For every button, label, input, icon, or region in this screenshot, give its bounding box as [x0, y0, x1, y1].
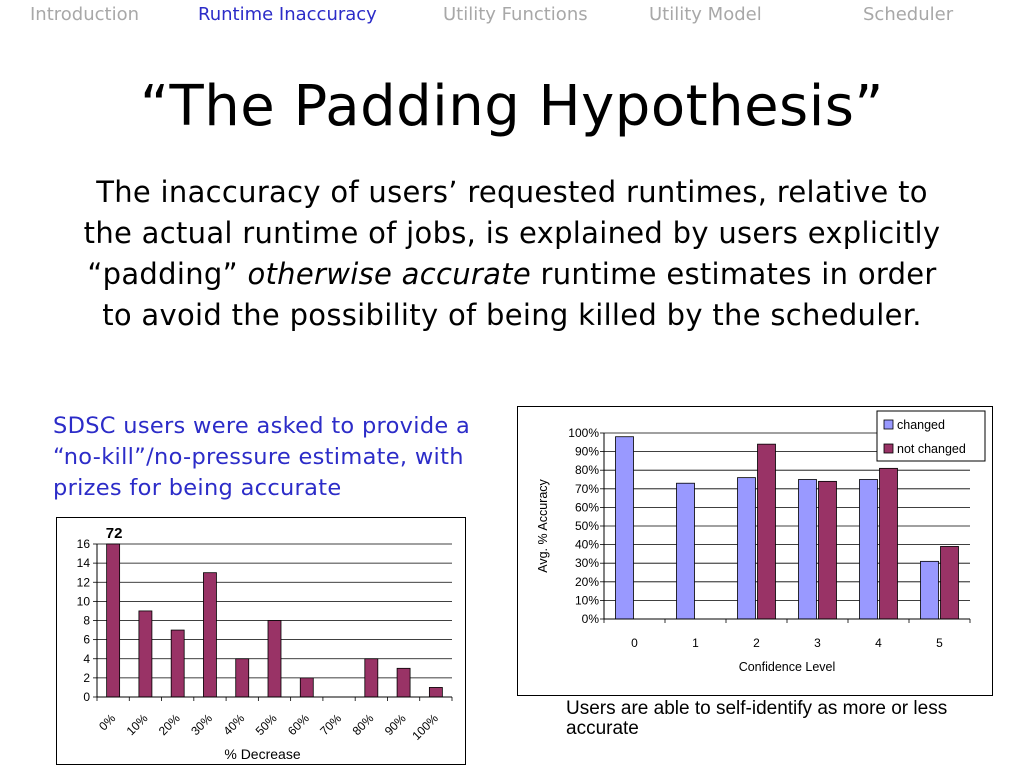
bar-10%: [139, 611, 152, 697]
bar-changed-3: [799, 480, 817, 620]
slide-title: “The Padding Hypothesis”: [140, 74, 884, 139]
nav-item-runtime-inaccuracy[interactable]: Runtime Inaccuracy: [198, 4, 377, 25]
bar-not-changed-5: [941, 546, 959, 619]
y-tick-label: 80%: [574, 463, 599, 478]
y-tick-label: 90%: [574, 444, 599, 459]
y-tick-label: 70%: [574, 481, 599, 496]
x-axis-title: % Decrease: [224, 746, 301, 762]
x-tick-label: 70%: [317, 711, 345, 739]
nav-item-scheduler[interactable]: Scheduler: [863, 4, 954, 25]
x-tick-label: 20%: [155, 711, 183, 739]
bar-60%: [300, 678, 313, 697]
x-tick-label: 3: [814, 636, 821, 650]
bar-not-changed-2: [758, 444, 776, 619]
y-tick-label: 20%: [574, 574, 599, 589]
statement-part-1: The inaccuracy of users’ requested runtimes, relative to the actual runtime of jobs, is explained by users explicitly “padding”: [83, 175, 941, 291]
bar-changed-2: [738, 478, 756, 619]
x-tick-label: 50%: [252, 711, 280, 739]
bar-30%: [203, 573, 216, 697]
bar-80%: [365, 659, 378, 697]
chart-caption: Users are able to self-identify as more or less accurate: [566, 698, 948, 739]
bar-40%: [236, 659, 249, 697]
bar-100%: [429, 687, 442, 697]
bar-changed-5: [921, 561, 939, 619]
y-tick-label: 16: [76, 537, 90, 551]
y-tick-label: 2: [83, 670, 90, 685]
x-tick-label: 2: [753, 636, 760, 650]
bar-20%: [171, 630, 184, 697]
bar-changed-4: [860, 480, 878, 620]
nav-item-utility-functions[interactable]: Utility Functions: [443, 4, 588, 25]
bar-not-changed-4: [880, 468, 898, 619]
statement-part-2: runtime estimates in order to avoid the possibility of being killed by the scheduler.: [102, 257, 937, 332]
decrease-histogram-chart: [56, 517, 466, 765]
x-tick-label: 4: [875, 636, 882, 650]
y-tick-label: 60%: [574, 500, 599, 515]
y-tick-label: 12: [76, 575, 90, 590]
x-tick-label: 60%: [285, 711, 312, 739]
bar-changed-1: [677, 483, 695, 619]
bar-changed-0: [616, 437, 634, 619]
x-tick-label: 5: [936, 636, 943, 650]
y-tick-label: 10%: [574, 593, 599, 608]
nav-item-utility-model[interactable]: Utility Model: [649, 4, 762, 25]
y-tick-label: 100%: [568, 426, 599, 440]
x-tick-label: 1: [692, 636, 699, 650]
truncated-bar-annotation: 72: [105, 525, 123, 542]
bar-90%: [397, 668, 410, 697]
sdsc-note: SDSC users were asked to provide a “no-kill”/no-pressure estimate, with prizes for being accurate: [53, 413, 471, 501]
y-axis-title: Avg. % Accuracy: [536, 479, 550, 573]
y-tick-label: 6: [83, 632, 90, 647]
legend-swatch-changed: [884, 420, 893, 429]
nav-item-introduction[interactable]: Introduction: [30, 4, 140, 25]
x-tick-label: 30%: [188, 711, 216, 739]
y-tick-label: 14: [76, 556, 90, 571]
x-axis-title: Confidence Level: [738, 660, 836, 674]
y-tick-label: 0%: [581, 612, 599, 626]
hypothesis-statement: [82, 172, 942, 336]
y-tick-label: 40%: [574, 537, 599, 552]
accuracy-by-confidence-chart: [517, 406, 993, 696]
x-tick-label: 80%: [349, 711, 377, 739]
y-tick-label: 10: [76, 594, 90, 609]
bar-0%: [107, 544, 120, 697]
statement-emphasis: otherwise accurate: [247, 257, 531, 291]
y-tick-label: 0: [83, 690, 90, 704]
x-tick-label: 40%: [220, 711, 248, 739]
y-tick-label: 50%: [574, 519, 599, 533]
y-tick-label: 30%: [574, 556, 599, 571]
legend-label-changed: changed: [897, 418, 945, 432]
x-tick-label: 90%: [381, 711, 409, 739]
y-tick-label: 4: [83, 651, 90, 666]
x-tick-label: 0%: [96, 711, 119, 734]
bar-not-changed-3: [819, 481, 837, 619]
legend-swatch-not-changed: [884, 444, 893, 453]
legend-label-not-changed: not changed: [897, 442, 966, 456]
x-tick-label: 0: [631, 636, 638, 650]
y-tick-label: 8: [83, 613, 90, 628]
section-nav: [0, 4, 1024, 30]
accuracy-by-confidence-svg: [518, 407, 992, 695]
bar-50%: [268, 621, 281, 698]
decrease-histogram-svg: [57, 518, 465, 764]
x-tick-label: 100%: [409, 711, 441, 743]
x-tick-label: 10%: [123, 711, 151, 739]
chart-legend: [877, 411, 985, 461]
